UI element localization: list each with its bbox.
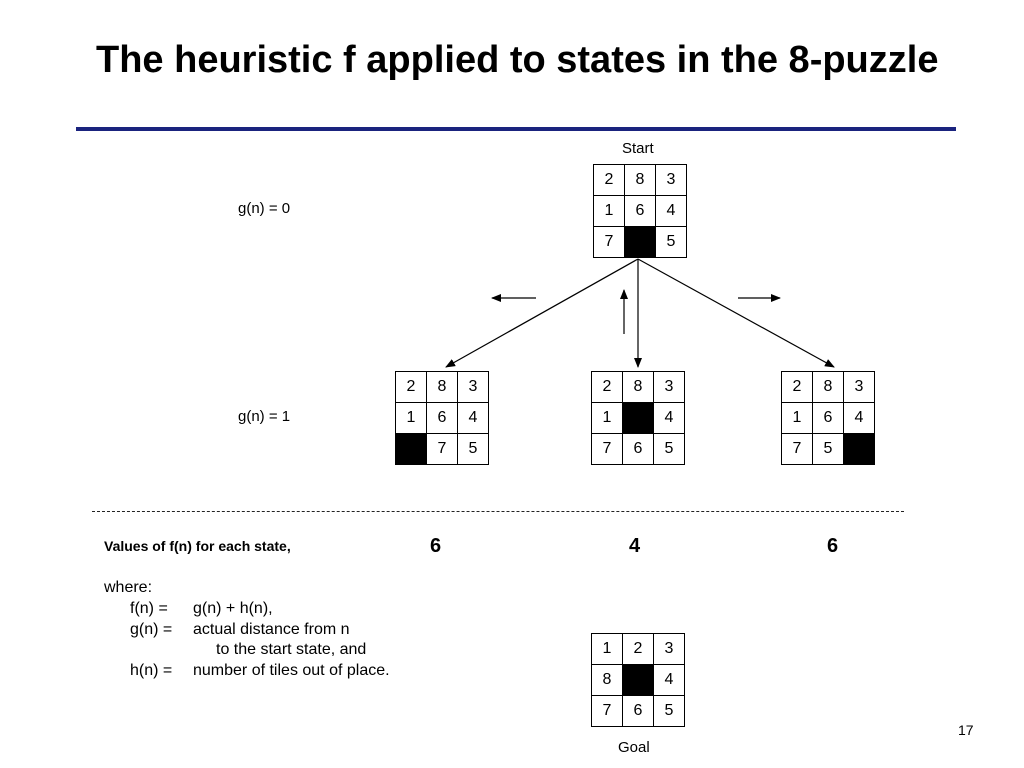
tile: 7 [592,696,622,726]
tile: 4 [656,196,686,226]
g0-label: g(n) = 0 [238,200,291,217]
slide-title: The heuristic f applied to states in the 8-puzzle [96,39,939,81]
tile: 1 [592,634,622,664]
start-label: Start [622,140,654,157]
tile: 8 [592,665,622,695]
tile: 2 [782,372,812,402]
tile: 6 [427,403,457,433]
tile: 1 [594,196,624,226]
tile: 5 [813,434,843,464]
tile: 3 [656,165,686,195]
g1-label: g(n) = 1 [238,408,291,425]
tile: 8 [813,372,843,402]
f-value-middle: 4 [629,535,641,557]
tile: 5 [654,434,684,464]
h-definition-lhs: h(n) = [130,662,173,679]
f-definition-rhs: g(n) + h(n), [193,600,273,617]
tile: 7 [592,434,622,464]
tile: 2 [592,372,622,402]
arrow-to-left-child [446,259,638,367]
tile: 8 [427,372,457,402]
tile: 1 [592,403,622,433]
f-definition-lhs: f(n) = [130,600,168,617]
tile: 6 [623,696,653,726]
tile: 4 [654,665,684,695]
h-definition-rhs: number of tiles out of place. [193,662,390,679]
page-number: 17 [958,722,974,738]
g-definition-lhs: g(n) = [130,621,173,638]
tile: 8 [623,372,653,402]
tile: 5 [458,434,488,464]
tile: 3 [654,372,684,402]
f-value-right: 6 [827,535,839,557]
tile: 6 [623,434,653,464]
tile: 2 [594,165,624,195]
separator-dashed-line [92,511,904,512]
tile: 6 [813,403,843,433]
tile: 7 [782,434,812,464]
tile: 8 [625,165,655,195]
tile: 2 [396,372,426,402]
tile: 7 [427,434,457,464]
f-values-label: Values of f(n) for each state, [104,538,291,554]
tile: 4 [458,403,488,433]
arrow-to-right-child [638,259,834,367]
tile: 1 [782,403,812,433]
tile: 2 [623,634,653,664]
tile: 3 [844,372,874,402]
g-definition-rhs-line1: actual distance from n [193,621,350,638]
goal-label: Goal [618,739,650,756]
f-value-left: 6 [430,535,442,557]
tile: 7 [594,227,624,257]
tile: 5 [654,696,684,726]
tile: 6 [625,196,655,226]
tile: 5 [656,227,686,257]
where-intro: where: [104,579,153,596]
tile: 4 [654,403,684,433]
tile: 3 [654,634,684,664]
g-definition-rhs-line2: to the start state, and [216,641,367,658]
tile: 1 [396,403,426,433]
tile: 4 [844,403,874,433]
tile: 3 [458,372,488,402]
